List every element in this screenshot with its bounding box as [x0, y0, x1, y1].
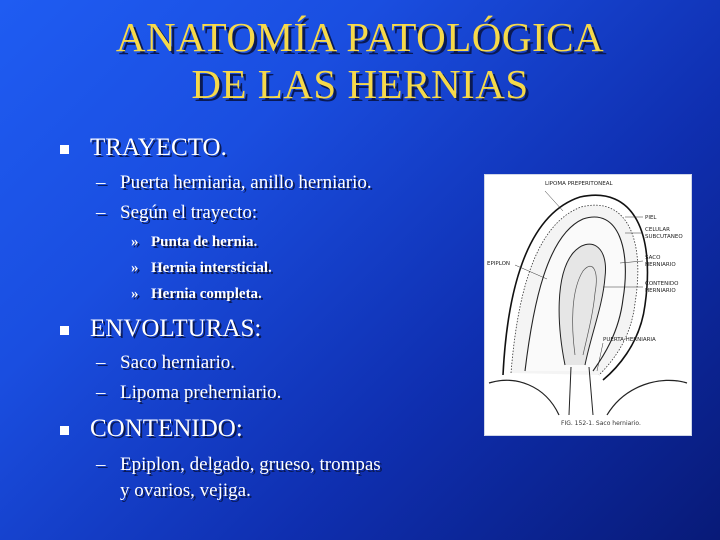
section-heading-trayecto: TRAYECTO.	[90, 134, 227, 161]
dash-marker: –	[96, 382, 106, 403]
list-subitem: Punta de hernia.	[151, 234, 258, 250]
slide-title	[0, 14, 720, 108]
dash-marker: –	[96, 172, 106, 193]
list-subitem: Hernia completa.	[151, 286, 262, 302]
label-piel: PIEL	[645, 215, 657, 221]
list-item: Según el trayecto:	[120, 202, 258, 223]
label-herniario: HERNIARIO	[645, 262, 676, 268]
label-celular: CELULAR	[645, 227, 670, 233]
peritoneum-right	[607, 380, 687, 415]
list-subitem: Hernia intersticial.	[151, 260, 272, 276]
slide-title-line-1: ANATOMÍA PATOLÓGICA	[115, 14, 605, 60]
chevron-marker: »	[131, 234, 139, 250]
bullet-square-icon	[60, 145, 69, 154]
list-item: Lipoma preherniario.	[120, 382, 282, 403]
chevron-marker: »	[131, 286, 139, 302]
bullet-square-icon	[60, 426, 69, 435]
dash-marker: –	[96, 202, 106, 223]
bullet-square-icon	[60, 326, 69, 335]
list-item: y ovarios, vejiga.	[120, 480, 251, 501]
chevron-marker: »	[131, 260, 139, 276]
label-epiplon: EPIPLON	[487, 261, 511, 267]
section-heading-contenido: CONTENIDO:	[90, 415, 243, 442]
label-contenido: CONTENIDO	[645, 281, 679, 287]
dash-marker: –	[96, 454, 106, 475]
dash-marker: –	[96, 352, 106, 373]
label-saco: SACO	[645, 255, 661, 261]
label-lipoma: LIPOMA PREPERITONEAL	[545, 181, 613, 187]
list-item: Puerta herniaria, anillo herniario.	[120, 172, 372, 193]
list-item: Saco herniario.	[120, 352, 236, 373]
label-contenido-herniario: HERNIARIO	[645, 288, 676, 294]
figure-caption: FIG. 152-1. Saco herniario.	[561, 420, 641, 427]
slide-title-line-2: DE LAS HERNIAS	[191, 61, 529, 107]
label-puerta: PUERTA HERNIARIA	[603, 337, 656, 343]
peritoneum-left	[489, 380, 559, 415]
label-subcutaneo: SUBCUTANEO	[645, 234, 683, 240]
hernia-diagram	[485, 175, 691, 435]
section-heading-envolturas: ENVOLTURAS:	[90, 315, 262, 342]
list-item: Epiplon, delgado, grueso, trompas	[120, 454, 381, 475]
hernia-sac-illustration	[484, 174, 692, 436]
